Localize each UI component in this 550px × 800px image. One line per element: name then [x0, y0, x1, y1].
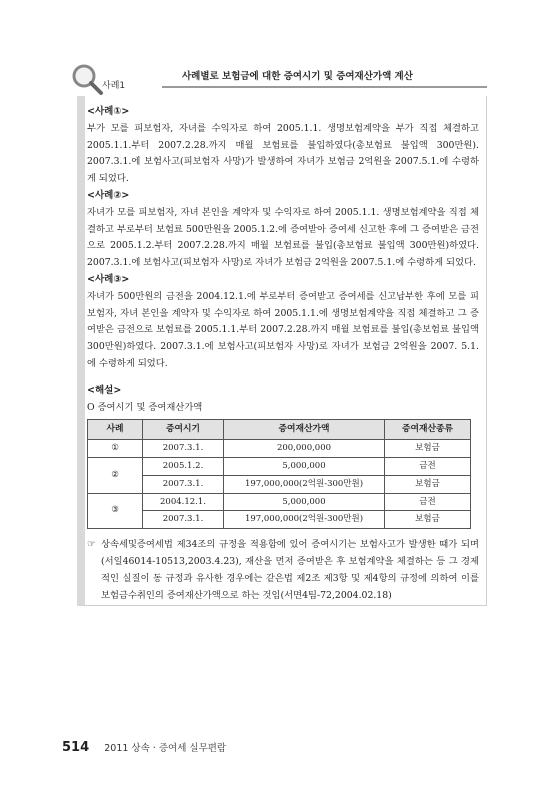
table-cell-kind: 보험금 — [385, 440, 471, 458]
case-1-heading: <사례①> — [87, 106, 130, 117]
book-title: 2011 상속 · 증여세 실무편람 — [104, 743, 227, 754]
case-1-text: 부가 모를 피보험자, 자녀를 수익자로 하여 2005.1.1. 생명보험계약을 부가 직접 체결하고 2005.1.1.부터 2007.2.28.까지 매월 보험료를 불입하였다(총보험료 불입액 300만원). 2007.3.1.에 보험사고(피보험자 사망)가 발생하여 자녀가 보험금 2억원을 2007.5.1.에 수령하게 되었다. — [87, 122, 479, 185]
table-row — [88, 440, 471, 458]
case-2-heading: <사례②> — [87, 189, 130, 201]
page-footer — [62, 736, 226, 755]
table-cell-date: 2007.3.1. — [143, 511, 224, 529]
table-cell-case: ① — [88, 440, 143, 458]
table-cell-amount: 200,000,000 — [224, 440, 385, 458]
content — [87, 104, 479, 604]
explanation-subheading: O 증여시기 및 증여재산가액 — [87, 401, 203, 413]
ruling-note-text: 상속세및증여세법 제34조의 규정을 적용함에 있어 증여시기는 보험사고가 발생한 때가 되며(서일46014-10513,2003.4.23), 재산을 먼저 증여받은 후 보험계약을 체결하는 등 그 경제적인 실질이 동 규정과 유사한 경우에는 같은법 제2조 제3항 및 제4항의 규정에 의하여 이를 보험금수취인의 증여재산가액으로 하는 것임(서면4팀-72,2004.02.18) — [101, 539, 479, 601]
case-label: 사례1 — [102, 81, 126, 91]
ruling-note — [87, 537, 479, 604]
table-cell-amount: 5,000,000 — [224, 457, 385, 475]
case-3-heading: <사례③> — [87, 273, 130, 285]
table-cell-kind: 보험금 — [385, 475, 471, 493]
table-cell-case: ② — [88, 457, 143, 493]
table-header-row — [88, 420, 471, 440]
table-cell-kind: 보험금 — [385, 511, 471, 529]
page-number: 514 — [62, 740, 90, 755]
table-cell-kind: 금전 — [385, 493, 471, 511]
case-title: 사례별로 보험금에 대한 증여시기 및 증여재산가액 계산 — [182, 71, 413, 82]
case-2-text: 자녀가 모를 피보험자, 자녀 본인을 계약자 및 수익자로 하여 2005.1.1. 생명보험계약을 직접 체결하고 부로부터 보험료 500만원을 2005.1.2.에 증여받아 증여세 신고한 후에 그 증여받은 금전으로 2005.1.2.부터 2007.2.28.까지 매월 보험료를 불입(총보험료 불입액 300만원)하였다. 2007.3.1.에 보험사고(피보험자 사망)로 자녀가 보험금 2억원을 2007.5.1.에 수령하게 되었다. — [87, 206, 479, 269]
magnifier-icon — [70, 62, 104, 96]
table-header-case: 사례 — [88, 420, 143, 440]
table-cell-amount: 197,000,000(2억원-300만원) — [224, 475, 385, 493]
pointing-hand-icon: ☞ — [87, 539, 96, 551]
header-divider — [162, 86, 487, 88]
table-cell-amount: 197,000,000(2억원-300만원) — [224, 511, 385, 529]
table-cell-date: 2007.3.1. — [143, 440, 224, 458]
table-header-amount: 증여재산가액 — [224, 420, 385, 440]
table-cell-date: 2007.3.1. — [143, 475, 224, 493]
table-cell-date: 2004.12.1. — [143, 493, 224, 511]
table-cell-case: ③ — [88, 493, 143, 529]
table-row — [88, 457, 471, 475]
case-3-text: 자녀가 500만원의 금전을 2004.12.1.에 부로부터 증여받고 증여세를 신고납부한 후에 모를 피보험자, 자녀 본인을 계약자 및 수익자로 하여 2005.1.1.에 생명보험계약을 직접 체결하고 그 증여받은 금전으로 보험료를 2005.1.1.부터 2007.2.28.까지 매월 보험료를 불입(총보험료 불입액 300만원)하였다. 2007.3.1.에 보험사고(피보험자 사망)로 자녀가 보험금 2억원을 2007. 5.1.에 수령하게 되었다. — [87, 290, 479, 369]
table-cell-amount: 5,000,000 — [224, 493, 385, 511]
table-row — [88, 475, 471, 493]
gift-table — [87, 419, 471, 529]
table-header-kind: 증여재산종류 — [385, 420, 471, 440]
table-cell-kind: 금전 — [385, 457, 471, 475]
explanation-heading: <해설> — [87, 384, 122, 396]
table-header-date: 증여시기 — [143, 420, 224, 440]
table-row — [88, 493, 471, 511]
table-cell-date: 2005.1.2. — [143, 457, 224, 475]
case-header — [62, 58, 487, 98]
table-row — [88, 511, 471, 529]
